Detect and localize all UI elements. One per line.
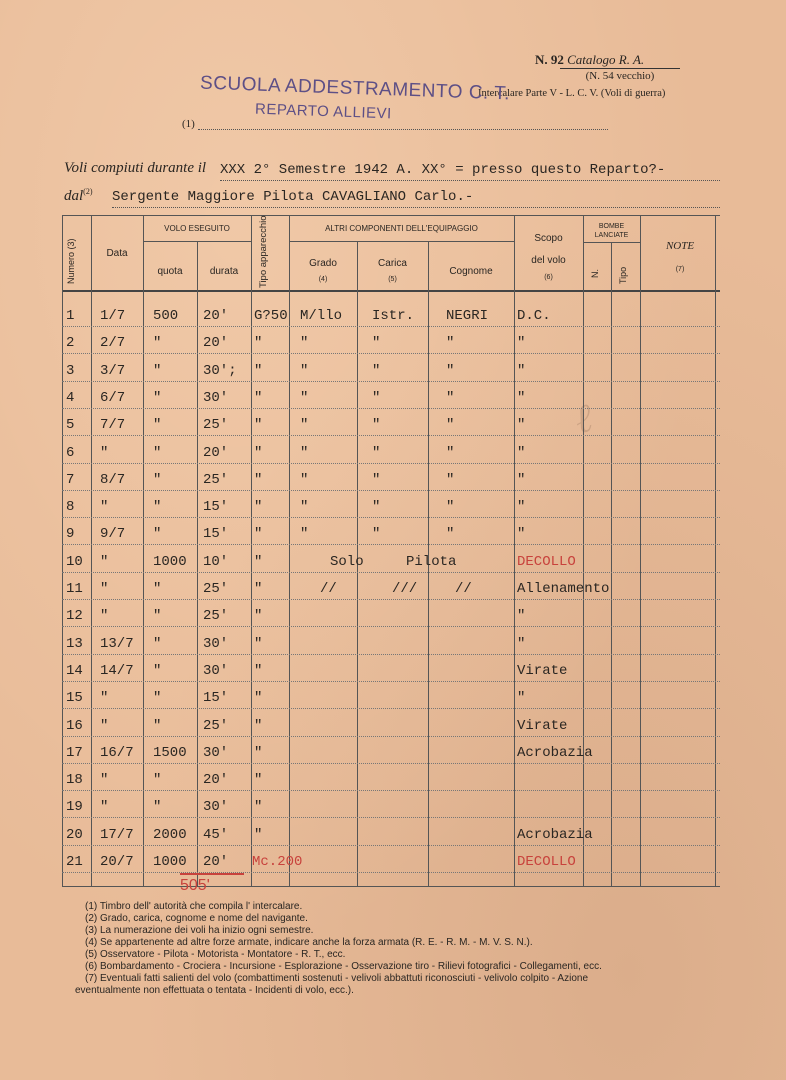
- cell-data: ": [100, 772, 109, 788]
- cell-data: ": [100, 718, 109, 734]
- cell-n: 12: [66, 608, 83, 624]
- cell-cognome: ": [446, 335, 455, 351]
- cell-scopo: ": [517, 690, 526, 706]
- stamp-department: REPARTO ALLIEVI: [254, 100, 392, 123]
- row-separator: [62, 463, 720, 464]
- cell-durata: 30';: [203, 363, 237, 379]
- cell-carica: ///: [392, 581, 418, 597]
- cell-data: ": [100, 690, 109, 706]
- cell-durata: 20': [203, 335, 229, 351]
- row-separator: [62, 845, 720, 846]
- total-underline: [180, 873, 244, 875]
- cell-data: 1/7: [100, 308, 126, 324]
- cell-data: 7/7: [100, 417, 126, 433]
- dal-text: dal: [64, 188, 84, 204]
- col-line: [62, 215, 63, 886]
- grado-ref: (4): [318, 276, 328, 283]
- cell-scopo: ": [517, 636, 526, 652]
- numero-text: Numero: [66, 251, 76, 284]
- cell-grado: ": [300, 472, 309, 488]
- cell-n: 13: [66, 636, 83, 652]
- header-bombe-tipo: Tipo: [618, 266, 628, 284]
- table-bottom-border: [62, 886, 720, 887]
- cell-scopo: ": [517, 526, 526, 542]
- cell-n: 7: [66, 472, 75, 488]
- cell-quota: ": [153, 636, 162, 652]
- cell-data: 9/7: [100, 526, 126, 542]
- cell-n: 16: [66, 718, 83, 734]
- cell-scopo: D.C.: [517, 308, 551, 324]
- header-scopo: Scopo: [534, 233, 563, 244]
- header-del-volo: del volo: [531, 255, 566, 266]
- dal-ref: (2): [83, 187, 93, 196]
- semester-dotted-line: [220, 180, 720, 181]
- cell-durata: 20': [203, 772, 229, 788]
- cell-n: 3: [66, 363, 75, 379]
- cell-data: 6/7: [100, 390, 126, 406]
- cell-scopo: DECOLLO: [517, 554, 576, 570]
- header-bombe-n: N.: [590, 269, 600, 278]
- catalog-label: Catalogo R. A.: [567, 52, 645, 67]
- cell-scopo: ": [517, 608, 526, 624]
- cell-data: 8/7: [100, 472, 126, 488]
- cell-durata: 30': [203, 390, 229, 406]
- row-separator: [62, 599, 720, 600]
- cell-tipo: ": [254, 718, 263, 734]
- row-separator: [62, 681, 720, 682]
- cell-n: 5: [66, 417, 75, 433]
- cell-n: 14: [66, 663, 83, 679]
- footnote: (6) Bombardamento - Crociera - Incursione - Esplorazione - Osservazione tiro - Rilievi fotografici - Collegamenti, ecc.: [85, 961, 602, 972]
- header-carica: Carica: [378, 258, 407, 269]
- col-line: [583, 215, 584, 886]
- cell-durata: 25': [203, 417, 229, 433]
- row-separator: [62, 572, 720, 573]
- cell-n: 21: [66, 854, 83, 870]
- cell-scopo: DECOLLO: [517, 854, 576, 870]
- cell-tipo: ": [254, 690, 263, 706]
- cell-n: 20: [66, 827, 83, 843]
- cell-n: 2: [66, 335, 75, 351]
- cell-n: 17: [66, 745, 83, 761]
- col-line: [514, 215, 515, 886]
- cell-carica: ": [372, 390, 381, 406]
- cell-cognome: ": [446, 390, 455, 406]
- cell-scopo: Acrobazia: [517, 827, 593, 843]
- cell-data: 16/7: [100, 745, 134, 761]
- col-line: [91, 215, 92, 886]
- footnote: (4) Se appartenente ad altre forze armate, indicare anche la forza armata (R. E. - R. M. - M. V. S. N.).: [85, 937, 533, 948]
- footnote: (2) Grado, carica, cognome e nome del navigante.: [85, 913, 308, 924]
- header-data: Data: [106, 248, 128, 259]
- cell-n: 4: [66, 390, 75, 406]
- cell-quota: ": [153, 718, 162, 734]
- cell-durata: 25': [203, 472, 229, 488]
- cell-quota: ": [153, 690, 162, 706]
- cell-grado: ": [300, 417, 309, 433]
- cell-tipo: ": [254, 499, 263, 515]
- cell-n: 15: [66, 690, 83, 706]
- cell-data: ": [100, 608, 109, 624]
- header-numero: [66, 238, 76, 284]
- cell-durata: 20': [203, 308, 229, 324]
- cell-cognome: //: [455, 581, 472, 597]
- cell-tipo: ": [254, 472, 263, 488]
- cell-grado: ": [300, 499, 309, 515]
- cell-tipo: ": [254, 745, 263, 761]
- header-durata: durata: [209, 266, 239, 277]
- row-separator: [62, 435, 720, 436]
- bleed-through-mark: ℓ: [570, 394, 597, 443]
- col-line: [715, 215, 716, 886]
- cell-grado: ": [300, 335, 309, 351]
- cell-durata: 45': [203, 827, 229, 843]
- col-line: [640, 215, 641, 886]
- cell-quota: 1000: [153, 854, 187, 870]
- row-separator: [62, 626, 720, 627]
- row-separator: [62, 381, 720, 382]
- cell-tipo: ": [254, 363, 263, 379]
- cell-data: 13/7: [100, 636, 134, 652]
- row-separator: [62, 708, 720, 709]
- cell-tipo: ": [254, 445, 263, 461]
- row-separator: [62, 353, 720, 354]
- cell-cognome: ": [446, 363, 455, 379]
- cell-carica: ": [372, 445, 381, 461]
- cell-data: 3/7: [100, 363, 126, 379]
- row-separator: [62, 790, 720, 791]
- cell-durata: 30': [203, 799, 229, 815]
- cell-tipo: ": [254, 636, 263, 652]
- cell-grado: M/llo: [300, 308, 343, 324]
- cell-tipo: ": [254, 581, 263, 597]
- note-ref: (7): [675, 266, 685, 273]
- cell-scopo: Acrobazia: [517, 745, 593, 761]
- cell-cognome: ": [446, 526, 455, 542]
- cell-cognome: NEGRI: [446, 308, 489, 324]
- cell-data: ": [100, 799, 109, 815]
- catalog-header: [535, 52, 644, 68]
- cell-quota: ": [153, 581, 162, 597]
- cell-tipo: G?50: [254, 308, 288, 324]
- cell-scopo: ": [517, 417, 526, 433]
- cell-tipo: Mc.200: [252, 854, 303, 870]
- cell-scopo: Virate: [517, 718, 568, 734]
- cell-quota: ": [153, 526, 162, 542]
- cell-data: ": [100, 554, 109, 570]
- cell-durata: 25': [203, 581, 229, 597]
- cell-carica: ": [372, 499, 381, 515]
- cell-n: 6: [66, 445, 75, 461]
- cell-quota: ": [153, 417, 162, 433]
- col-line: [251, 215, 252, 886]
- cell-n: 18: [66, 772, 83, 788]
- cell-grado: ": [300, 363, 309, 379]
- header-note: NOTE: [665, 240, 695, 252]
- cell-cognome: ": [446, 417, 455, 433]
- cell-quota: 2000: [153, 827, 187, 843]
- cell-tipo: ": [254, 663, 263, 679]
- col-line: [143, 215, 144, 886]
- col-line: [289, 215, 290, 886]
- row-separator: [62, 408, 720, 409]
- row-separator: [62, 654, 720, 655]
- row-separator: [62, 763, 720, 764]
- table-header-border: [62, 290, 720, 292]
- equipaggio-subheader-line: [289, 241, 514, 242]
- row-separator: [62, 326, 720, 327]
- footnote: (7) Eventuali fatti salienti del volo (combattimenti sostenuti - velivoli abbattuti riconosciuti - velivolo colpito - Azione: [85, 973, 589, 984]
- cell-cognome: ": [446, 445, 455, 461]
- cell-scopo: ": [517, 445, 526, 461]
- cell-data: 17/7: [100, 827, 134, 843]
- cell-durata: 25': [203, 608, 229, 624]
- header-volo-eseguito: VOLO ESEGUITO: [164, 224, 230, 233]
- cell-n: 11: [66, 581, 83, 597]
- cell-quota: 1500: [153, 745, 187, 761]
- cell-quota: ": [153, 499, 162, 515]
- cell-carica: Istr.: [372, 308, 415, 324]
- cell-data: ": [100, 499, 109, 515]
- cell-tipo: ": [254, 390, 263, 406]
- table-top-border: [62, 215, 720, 216]
- row-separator: [62, 490, 720, 491]
- cell-carica: Pilota: [406, 554, 457, 570]
- cell-n: 9: [66, 526, 75, 542]
- cell-data: ": [100, 581, 109, 597]
- cell-durata: 15': [203, 499, 229, 515]
- old-number: (N. 54 vecchio): [560, 68, 680, 82]
- row-separator: [62, 517, 720, 518]
- cell-data: ": [100, 445, 109, 461]
- header-bombe-lanciate: BOMBE LANCIATE: [594, 223, 629, 239]
- form-number: N. 92: [535, 52, 564, 67]
- cell-durata: 20': [203, 854, 229, 870]
- cell-scopo: ": [517, 390, 526, 406]
- dal-label: [64, 187, 93, 205]
- cell-tipo: ": [254, 799, 263, 815]
- cell-grado: ": [300, 390, 309, 406]
- semester-typed: XXX 2° Semestre 1942 A. XX° = presso questo Reparto?-: [220, 162, 666, 178]
- cell-data: 20/7: [100, 854, 134, 870]
- cell-quota: ": [153, 608, 162, 624]
- cell-durata: 30': [203, 636, 229, 652]
- cell-tipo: ": [254, 608, 263, 624]
- carica-ref: (5): [388, 276, 397, 283]
- cell-durata: 20': [203, 445, 229, 461]
- pilot-dotted-line: [112, 207, 720, 208]
- cell-durata: 15': [203, 690, 229, 706]
- header-altri-componenti: ALTRI COMPONENTI DELL'EQUIPAGGIO: [325, 224, 478, 233]
- cell-tipo: ": [254, 526, 263, 542]
- cell-carica: ": [372, 472, 381, 488]
- cell-quota: ": [153, 663, 162, 679]
- cell-carica: ": [372, 335, 381, 351]
- total-duration: 505': [180, 877, 210, 894]
- cell-quota: ": [153, 799, 162, 815]
- footnote: (5) Osservatore - Pilota - Motorista - Montatore - R. T., ecc.: [85, 949, 346, 960]
- cell-scopo: Allenamento: [517, 581, 610, 597]
- stamp-dotted-line: [198, 129, 608, 130]
- cell-n: 10: [66, 554, 83, 570]
- stamp-school: SCUOLA ADDESTRAMENTO C. T.: [199, 72, 511, 105]
- row-separator: [62, 872, 720, 873]
- cell-carica: ": [372, 526, 381, 542]
- cell-quota: 1000: [153, 554, 187, 570]
- cell-cognome: ": [446, 499, 455, 515]
- cell-quota: ": [153, 335, 162, 351]
- cell-durata: 15': [203, 526, 229, 542]
- header-quota: quota: [157, 266, 183, 277]
- cell-grado: //: [320, 581, 337, 597]
- intercalare-label: Intercalare Parte V - L. C. V. (Voli di guerra): [478, 88, 666, 99]
- cell-durata: 25': [203, 718, 229, 734]
- cell-scopo: ": [517, 472, 526, 488]
- cell-tipo: ": [254, 335, 263, 351]
- cell-durata: 10': [203, 554, 229, 570]
- cell-quota: ": [153, 445, 162, 461]
- row-separator: [62, 817, 720, 818]
- cell-scopo: ": [517, 363, 526, 379]
- cell-grado: ": [300, 526, 309, 542]
- footnote: (1) Timbro dell' autorità che compila l' intercalare.: [85, 901, 303, 912]
- cell-carica: ": [372, 363, 381, 379]
- scopo-ref: (6): [544, 274, 553, 281]
- stamp-note-ref: (1): [182, 118, 195, 130]
- cell-n: 1: [66, 308, 75, 324]
- cell-n: 19: [66, 799, 83, 815]
- cell-quota: ": [153, 363, 162, 379]
- cell-cognome: ": [446, 472, 455, 488]
- cell-scopo: ": [517, 335, 526, 351]
- pilot-typed: Sergente Maggiore Pilota CAVAGLIANO Carlo.-: [112, 189, 474, 205]
- footnote: (3) La numerazione dei voli ha inizio ogni semestre.: [85, 925, 314, 936]
- footnote: eventualmente non effettuata o tentata - Incidenti di volo, ecc.).: [75, 985, 354, 996]
- voli-label: Voli compiuti durante il: [64, 160, 207, 176]
- cell-scopo: Virate: [517, 663, 568, 679]
- cell-quota: ": [153, 472, 162, 488]
- cell-grado: Solo: [330, 554, 364, 570]
- header-grado: Grado: [309, 258, 337, 269]
- cell-tipo: ": [254, 554, 263, 570]
- cell-durata: 30': [203, 745, 229, 761]
- cell-n: 8: [66, 499, 75, 515]
- cell-grado: ": [300, 445, 309, 461]
- cell-quota: ": [153, 772, 162, 788]
- cell-tipo: ": [254, 827, 263, 843]
- cell-quota: ": [153, 390, 162, 406]
- cell-data: 14/7: [100, 663, 134, 679]
- header-cognome: Cognome: [449, 266, 493, 277]
- cell-tipo: ": [254, 772, 263, 788]
- cell-carica: ": [372, 417, 381, 433]
- cell-data: 2/7: [100, 335, 126, 351]
- cell-quota: 500: [153, 308, 179, 324]
- numero-ref: (3): [66, 238, 76, 250]
- cell-scopo: ": [517, 499, 526, 515]
- row-separator: [62, 736, 720, 737]
- cell-durata: 30': [203, 663, 229, 679]
- cell-tipo: ": [254, 417, 263, 433]
- header-tipo-apparecchio: Tipo apparecchio: [258, 215, 269, 288]
- row-separator: [62, 544, 720, 545]
